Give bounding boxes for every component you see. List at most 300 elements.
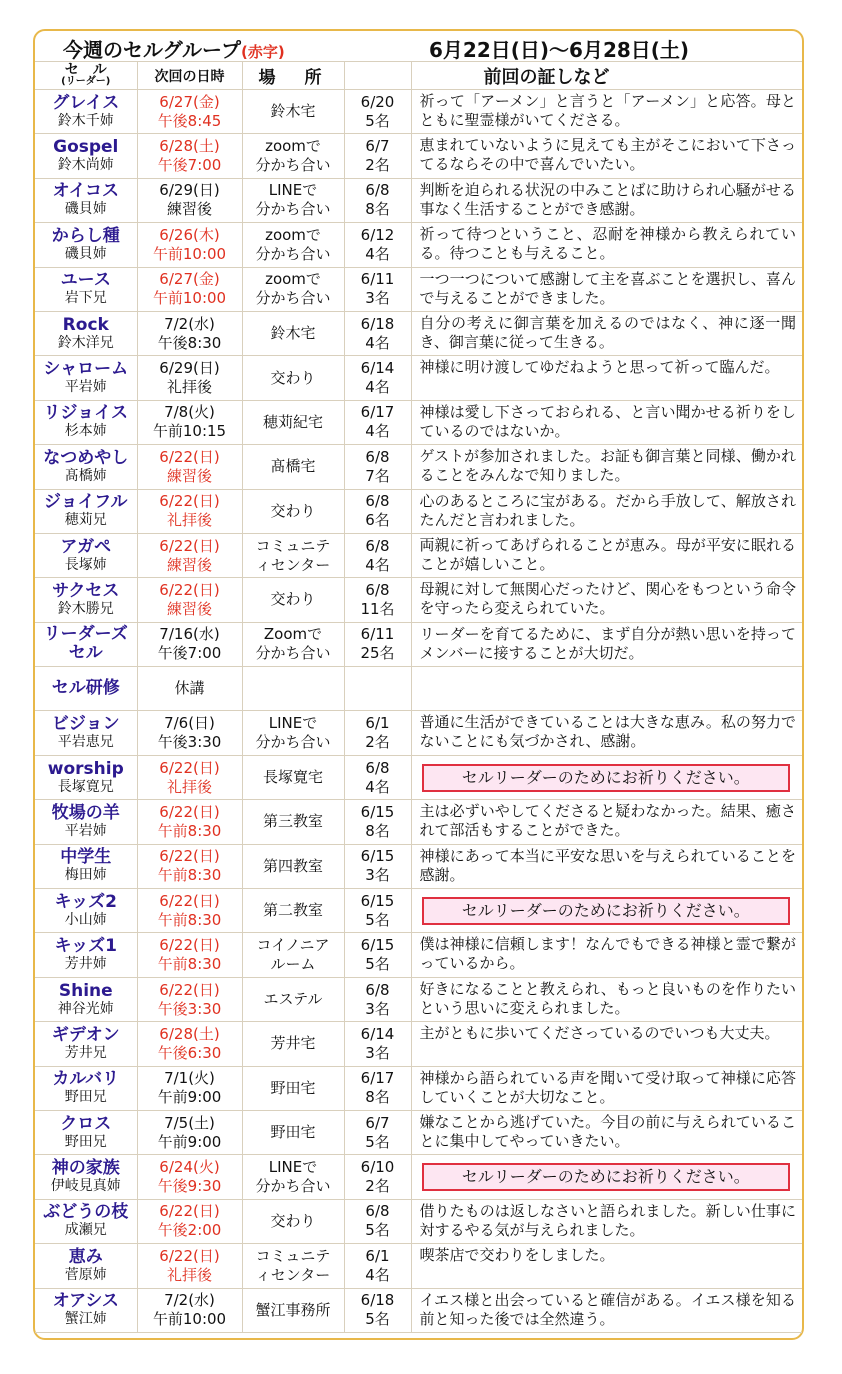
header-place: 場 所 (242, 62, 344, 90)
cell-name-cell (35, 311, 137, 355)
last-meeting-cell (344, 533, 411, 577)
cell-name: キッズ2 (54, 891, 117, 912)
cell-name-cell (35, 1066, 137, 1110)
next-date: 7/1(火) (164, 1069, 215, 1088)
testimony-cell: 自分の考えに御言葉を加えるのではなく、神に逐一聞き、御言葉に従って生きる。 (411, 311, 802, 355)
cell-name-cell (35, 622, 137, 666)
attendance: 3名 (365, 999, 390, 1018)
place-cell (242, 489, 344, 533)
last-meeting-cell (344, 356, 411, 400)
table-row (35, 134, 802, 178)
attendance: 4名 (365, 333, 390, 352)
place-text: LINEで (268, 714, 318, 733)
cell-leader: 平岩恵兄 (57, 734, 114, 751)
next-time: 午後8:30 (157, 333, 222, 352)
attendance: 11名 (360, 599, 395, 618)
table-row (35, 489, 802, 533)
place-cell (242, 755, 344, 799)
cell-leader: 鈴木千姉 (57, 112, 114, 129)
place-text: 鈴木宅 (270, 324, 316, 343)
last-date: 6/7 (365, 137, 390, 156)
place-text: ルーム (270, 955, 316, 974)
cell-name: Gospel (53, 137, 119, 158)
cell-name: グレイス (52, 92, 120, 113)
place-text: コイノニア (256, 936, 330, 955)
table-row (35, 400, 802, 444)
last-date: 6/14 (360, 1024, 395, 1043)
table-row (35, 356, 802, 400)
next-time: 午前8:30 (157, 866, 222, 885)
testimony-cell (411, 667, 802, 711)
next-time: 午後7:00 (157, 644, 222, 663)
next-date-cell (137, 445, 242, 489)
cell-leader: 野田兄 (64, 1133, 107, 1150)
place-cell (242, 1022, 344, 1066)
place-text: 交わり (270, 368, 316, 387)
place-cell (242, 711, 344, 755)
cell-leader: 鈴木勝兄 (57, 600, 114, 617)
attendance: 3名 (365, 289, 390, 308)
table-row (35, 844, 802, 888)
cell-name-cell (35, 711, 137, 755)
place-cell (242, 1110, 344, 1154)
cell-leader: 磯貝姉 (64, 245, 107, 262)
next-date-cell (137, 223, 242, 267)
next-date: 7/16(水) (159, 625, 220, 644)
last-meeting-cell (344, 267, 411, 311)
testimony-cell: リーダーを育てるために、まず自分が熱い思いを持ってメンバーに接することが大切だ。 (411, 622, 802, 666)
last-date: 6/11 (360, 270, 395, 289)
next-date: 6/22(日) (159, 447, 220, 466)
place-text: 鈴木宅 (270, 102, 316, 121)
cell-name-cell (35, 400, 137, 444)
place-cell (242, 1155, 344, 1199)
cell-name: Rock (62, 314, 109, 335)
attendance: 8名 (365, 821, 390, 840)
cell-leader: 芳井兄 (64, 1044, 107, 1061)
last-date: 6/15 (360, 891, 395, 910)
attendance: 5名 (365, 1310, 390, 1329)
cell-name: キッズ1 (54, 936, 117, 957)
title-text: 今週のセルグループ (63, 38, 241, 62)
table-row (35, 667, 802, 711)
last-meeting-cell (344, 400, 411, 444)
last-date: 6/14 (360, 359, 395, 378)
cell-leader: 岩下兄 (64, 290, 107, 307)
last-date: 6/8 (365, 536, 390, 555)
testimony-cell: 母親に対して無関心だったけど、関心をもつという命令を守ったら変えられていた。 (411, 578, 802, 622)
cell-name: ジョイフル (44, 492, 128, 513)
cell-name: サクセス (52, 580, 120, 601)
next-date: 6/27(金) (159, 270, 220, 289)
next-date-cell (137, 578, 242, 622)
testimony-cell: 主は必ずいやしてくださると疑わなかった。結果、癒されて部活もすることができた。 (411, 800, 802, 844)
cell-leader: 長塚姉 (64, 556, 107, 573)
last-meeting-cell (344, 578, 411, 622)
cell-name-cell (35, 578, 137, 622)
place-text: 交わり (270, 501, 316, 520)
table-row (35, 977, 802, 1021)
place-text: Zoomで (263, 625, 323, 644)
next-date: 6/24(火) (159, 1158, 220, 1177)
place-cell (242, 667, 344, 711)
place-cell (242, 622, 344, 666)
next-time: 午後3:30 (157, 733, 222, 752)
place-cell (242, 400, 344, 444)
last-date: 6/8 (365, 980, 390, 999)
last-date: 6/7 (365, 1113, 390, 1132)
table-row (35, 1244, 802, 1288)
next-date-cell (137, 1155, 242, 1199)
last-meeting-cell (344, 445, 411, 489)
attendance: 5名 (365, 1132, 390, 1151)
place-text: 蟹江事務所 (255, 1300, 331, 1319)
attendance: 4名 (365, 422, 390, 441)
next-date-cell (137, 267, 242, 311)
testimony-cell: 神様にあって本当に平安な思いを与えられていることを感謝。 (411, 844, 802, 888)
place-text: コミュニテ (255, 536, 331, 555)
header-last (344, 62, 411, 90)
testimony-cell: 一つ一つについて感謝して主を喜ぶことを選択し、喜んで与えることができました。 (411, 267, 802, 311)
cell-name: オアシス (52, 1291, 119, 1312)
last-date: 6/8 (365, 580, 390, 599)
cell-name-cell (35, 1244, 137, 1288)
last-date: 6/8 (365, 1202, 390, 1221)
next-date-cell (137, 400, 242, 444)
attendance: 5名 (365, 955, 390, 974)
attendance: 5名 (365, 910, 390, 929)
header-next-date: 次回の日時 (137, 62, 242, 90)
last-meeting-cell (344, 889, 411, 933)
place-text: 分かち合い (255, 289, 331, 308)
place-cell (242, 445, 344, 489)
last-meeting-cell (344, 667, 411, 711)
table-row (35, 267, 802, 311)
prayer-request-box: セルリーダーのためにお祈りください。 (422, 897, 791, 925)
place-text: ィセンター (255, 555, 331, 574)
cell-name: シャローム (43, 359, 129, 380)
next-date-cell (137, 755, 242, 799)
place-cell (242, 933, 344, 977)
date-range: 6月22日(日)〜6月28日(土) (429, 38, 690, 62)
place-text: 芳井宅 (270, 1034, 316, 1053)
next-time: 練習後 (166, 599, 212, 618)
last-meeting-cell (344, 178, 411, 222)
last-meeting-cell (344, 489, 411, 533)
cell-leader: 神谷光姉 (57, 1000, 114, 1017)
cell-name-cell (35, 267, 137, 311)
cell-name-cell (35, 844, 137, 888)
attendance: 8名 (365, 1088, 390, 1107)
table-row (35, 1110, 802, 1154)
cell-leader: 磯貝姉 (64, 201, 107, 218)
last-date: 6/18 (360, 1291, 395, 1310)
next-date-cell (137, 977, 242, 1021)
place-text: コミュニテ (255, 1246, 331, 1265)
table-row (35, 711, 802, 755)
place-text: 野田宅 (270, 1123, 316, 1142)
next-date-cell (137, 711, 242, 755)
testimony-cell: 判断を迫られる状況の中みことばに助けられ心騒がせる事なく生活することができ感謝。 (411, 178, 802, 222)
last-date: 6/10 (360, 1158, 395, 1177)
last-date: 6/15 (360, 802, 395, 821)
last-date: 6/8 (365, 758, 390, 777)
testimony-cell: 恵まれていないように見えても主がそこにおいて下さってるならその中で喜んでいたい。 (411, 134, 802, 178)
next-date-cell (137, 1244, 242, 1288)
place-text: 髙橋宅 (270, 457, 316, 476)
cell-leader: 長塚寛兄 (57, 778, 114, 795)
last-meeting-cell (344, 311, 411, 355)
next-date-cell (137, 622, 242, 666)
cell-name-cell (35, 933, 137, 977)
next-time: 午前8:30 (157, 955, 222, 974)
attendance: 2名 (365, 1177, 390, 1196)
place-text: LINEで (268, 1158, 318, 1177)
title-note: (赤字) (241, 43, 285, 61)
place-text: 分かち合い (255, 733, 331, 752)
next-date-cell (137, 889, 242, 933)
place-cell (242, 356, 344, 400)
page-title (63, 34, 285, 63)
next-time: 礼拝後 (166, 511, 212, 530)
place-text: 分かち合い (255, 200, 331, 219)
last-meeting-cell (344, 844, 411, 888)
place-cell (242, 1244, 344, 1288)
next-date: 6/22(日) (159, 936, 220, 955)
next-date-cell (137, 800, 242, 844)
cell-leader: 梅田姉 (64, 867, 107, 884)
table-row (35, 1199, 802, 1243)
last-meeting-cell (344, 223, 411, 267)
attendance: 2名 (365, 733, 390, 752)
next-date-cell (137, 533, 242, 577)
next-time: 礼拝後 (166, 777, 212, 796)
next-date: 7/2(水) (164, 314, 215, 333)
place-cell (242, 311, 344, 355)
place-text: ィセンター (255, 1265, 331, 1284)
table-row (35, 755, 802, 799)
next-time: 練習後 (166, 466, 212, 485)
table-row (35, 889, 802, 933)
cell-name: 神の家族 (51, 1158, 120, 1179)
attendance: 5名 (365, 1221, 390, 1240)
cell-name-cell (35, 667, 137, 711)
attendance: 4名 (365, 244, 390, 263)
next-time: 午前10:00 (152, 289, 227, 308)
testimony-cell: 神様は愛し下さっておられる、と言い聞かせる祈りをしているのではないか。 (411, 400, 802, 444)
cell-name-cell (35, 1110, 137, 1154)
testimony-cell: 主がともに歩いてくださっているのでいつも大丈夫。 (411, 1022, 802, 1066)
last-meeting-cell (344, 977, 411, 1021)
cell-name-cell (35, 1022, 137, 1066)
next-date-cell (137, 311, 242, 355)
next-date: 6/22(日) (159, 802, 220, 821)
last-meeting-cell (344, 1066, 411, 1110)
place-text: 穂苅紀宅 (262, 412, 323, 431)
next-date-cell (137, 356, 242, 400)
attendance: 25名 (360, 644, 395, 663)
next-time: 午前8:30 (157, 910, 222, 929)
cell-leader: 鈴木尚姉 (57, 157, 114, 174)
attendance: 4名 (365, 1265, 390, 1284)
place-cell (242, 1199, 344, 1243)
place-text: zoomで (265, 137, 321, 156)
cell-name-cell (35, 223, 137, 267)
schedule-frame (33, 29, 804, 1340)
cell-name-cell (35, 800, 137, 844)
cell-name: 恵み (68, 1246, 103, 1267)
place-text: LINEで (268, 181, 318, 200)
next-date: 6/22(日) (159, 492, 220, 511)
next-date: 6/22(日) (159, 758, 220, 777)
last-date: 6/1 (365, 1246, 390, 1265)
cell-name: 中学生 (60, 847, 112, 868)
cell-name-cell (35, 1288, 137, 1332)
attendance: 7名 (365, 466, 390, 485)
testimony-cell: 神様に明け渡してゆだねようと思って祈って臨んだ。 (411, 356, 802, 400)
cell-name-cell (35, 977, 137, 1021)
attendance: 2名 (365, 156, 390, 175)
last-meeting-cell (344, 134, 411, 178)
last-date: 6/17 (360, 403, 395, 422)
cell-leader: 菅原姉 (64, 1266, 107, 1283)
cell-leader: 芳井姉 (64, 956, 107, 973)
next-time: 午前10:00 (152, 244, 227, 263)
place-cell (242, 1066, 344, 1110)
table-row (35, 1066, 802, 1110)
next-time: 午前9:00 (157, 1132, 222, 1151)
cell-name: オイコス (52, 181, 119, 202)
place-text: エステル (263, 990, 323, 1008)
cell-name-cell (35, 889, 137, 933)
prayer-request-box: セルリーダーのためにお祈りください。 (422, 764, 791, 792)
next-date: 6/22(日) (159, 1202, 220, 1221)
cell-name: worship (47, 758, 124, 779)
cell-leader: 髙橋姉 (64, 467, 107, 484)
next-date-cell (137, 489, 242, 533)
last-meeting-cell (344, 1199, 411, 1243)
place-cell (242, 178, 344, 222)
attendance: 4名 (365, 378, 390, 397)
testimony-cell: 喫茶店で交わりをしました。 (411, 1244, 802, 1288)
next-date: 6/29(日) (159, 181, 220, 200)
next-time: 午後6:30 (157, 1043, 222, 1062)
place-text: 分かち合い (255, 1177, 331, 1196)
place-cell (242, 844, 344, 888)
next-date: 7/6(日) (164, 714, 215, 733)
attendance: 4名 (365, 555, 390, 574)
cell-name: ビジョン (51, 714, 120, 735)
next-time: 午前9:00 (157, 1088, 222, 1107)
last-date: 6/8 (365, 447, 390, 466)
cell-name: リジョイス (43, 403, 128, 424)
attendance: 3名 (365, 866, 390, 885)
next-date-cell (137, 1288, 242, 1332)
table-row (35, 533, 802, 577)
cell-name: ギデオン (51, 1024, 120, 1045)
table-row (35, 933, 802, 977)
last-date: 6/15 (360, 847, 395, 866)
place-cell (242, 1288, 344, 1332)
place-text: 交わり (270, 1211, 316, 1230)
last-date: 6/12 (360, 225, 395, 244)
cell-leader: 鈴木洋兄 (57, 334, 114, 351)
testimony-cell: 僕は神様に信頼します！なんでもできる神様と霊で繋がっているから。 (411, 933, 802, 977)
header-row (35, 62, 802, 90)
last-date: 6/18 (360, 314, 395, 333)
next-time: 練習後 (166, 555, 212, 574)
header-cell (35, 62, 137, 90)
place-cell (242, 977, 344, 1021)
table-row (35, 1022, 802, 1066)
place-cell (242, 90, 344, 134)
testimony-cell: 祈って「アーメン」と言うと「アーメン」と応答。母とともに聖霊様がいてくださる。 (411, 90, 802, 134)
last-date: 6/1 (365, 714, 390, 733)
cell-name-cell (35, 90, 137, 134)
testimony-cell: 普通に生活ができていることは大きな恵み。私の努力でないことにも気づかされ、感謝。 (411, 711, 802, 755)
table-body (35, 90, 802, 1333)
cell-name: なつめやし (43, 447, 129, 468)
last-meeting-cell (344, 711, 411, 755)
last-meeting-cell (344, 1110, 411, 1154)
place-cell (242, 267, 344, 311)
cell-leader: 杉本姉 (64, 423, 107, 440)
next-date-cell (137, 667, 242, 711)
last-meeting-cell (344, 1155, 411, 1199)
testimony-cell: 借りたものは返しなさいと語られました。新しい仕事に対するやる気が与えられました。 (411, 1199, 802, 1243)
testimony-cell (411, 755, 802, 799)
testimony-cell: ゲストが参加されました。お証も御言葉と同様、働かれることをみんなで知りました。 (411, 445, 802, 489)
cell-leader: 平岩姉 (64, 379, 107, 396)
next-date-cell (137, 1066, 242, 1110)
testimony-cell: 祈って待つということ、忍耐を神様から教えられている。待つことも与えること。 (411, 223, 802, 267)
next-date: 6/28(土) (159, 1024, 220, 1043)
place-cell (242, 223, 344, 267)
last-meeting-cell (344, 1288, 411, 1332)
last-meeting-cell (344, 90, 411, 134)
next-date-cell (137, 1110, 242, 1154)
cell-name-cell (35, 533, 137, 577)
last-date: 6/17 (360, 1069, 395, 1088)
place-text: 長塚寛宅 (262, 768, 323, 787)
table-row (35, 90, 802, 134)
table-row (35, 311, 802, 355)
cell-name-cell (35, 1155, 137, 1199)
cell-name: リーダーズ セル (43, 624, 128, 664)
title-row (35, 31, 802, 61)
cell-leader: 成瀬兄 (64, 1222, 107, 1239)
cell-leader: 伊岐見真姉 (50, 1178, 121, 1195)
cell-name: クロス (60, 1113, 112, 1134)
place-text: 野田宅 (270, 1078, 316, 1097)
header-cell-label: セ ル (64, 61, 107, 78)
next-date-cell (137, 844, 242, 888)
testimony-cell (411, 1155, 802, 1199)
last-date: 6/8 (365, 181, 390, 200)
next-date: 7/8(火) (164, 403, 215, 422)
testimony-cell: 両親に祈ってあげられることが恵み。母が平安に眠れることが嬉しいこと。 (411, 533, 802, 577)
testimony-cell: 心のあるところに宝がある。だから手放して、解放されたんだと言われました。 (411, 489, 802, 533)
cell-name: カルバリ (52, 1069, 120, 1090)
next-time: 午後7:00 (157, 156, 222, 175)
header-testimony: 前回の証しなど (411, 62, 802, 90)
place-cell (242, 134, 344, 178)
attendance: 8名 (365, 200, 390, 219)
cell-leader: 平岩姉 (64, 822, 107, 839)
last-date: 6/11 (360, 625, 395, 644)
next-date-cell (137, 1022, 242, 1066)
last-date: 6/15 (360, 936, 395, 955)
